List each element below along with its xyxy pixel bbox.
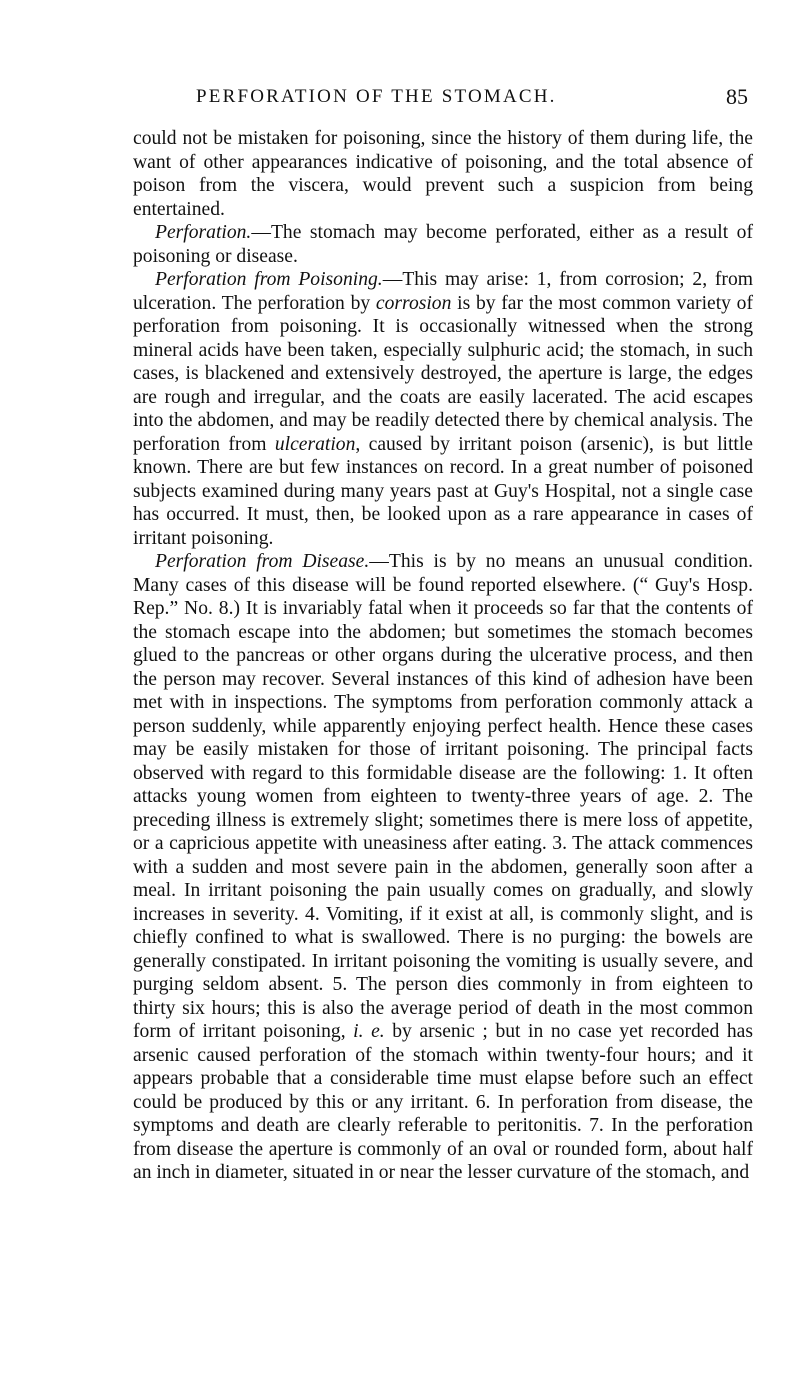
- text-run: could not be mistaken for poisoning, since the history of them during life, the want of other appearances indicative of poisoning, and the total absence of poison from the viscera, would prevent such a suspicion from being entertained.: [133, 128, 753, 220]
- page-number: 85: [726, 84, 748, 109]
- emphasis: i. e.: [353, 1021, 385, 1042]
- page-header: [132, 82, 748, 114]
- paragraph: [133, 268, 753, 550]
- paragraph: [133, 127, 753, 221]
- paragraph: [133, 221, 753, 268]
- text-run: —The stomach may become perforated, either as a result of poisoning or disease.: [133, 222, 753, 267]
- text-run: —This may arise: 1, from corrosion; 2, from ulceration. The perforation by: [133, 269, 753, 314]
- text-run: is by far the most common variety of perforation from poisoning. It is occasionally witnessed when the strong mineral acids have been taken, especially sulphuric acid; the stomach, in such cases, is blackened and extensively destroyed, the aperture is large, the edges are rough and irregular, and the coats are easily lacerated. The acid escapes into the abdomen, and may be readily detected there by chemical analysis. The perforation from: [133, 292, 754, 455]
- emphasis: corrosion: [375, 292, 452, 314]
- text-run: by arsenic ; but in no case yet recorded has arsenic caused perforation of the stomach within twenty-four hours; and it appears probable that a considerable time must elapse before such an effect could be produced by this or any irritant. 6. In perforation from disease, the symptoms and death are clearly referable to peritonitis. 7. In the perforation from disease the aperture is commonly of an oval or rounded form, about half an inch in diameter, situated in or near the lesser curvature of the stomach, and: [133, 1021, 753, 1183]
- paragraph: [133, 550, 753, 1185]
- section-heading: Perforation from Disease.: [155, 551, 370, 572]
- emphasis: ulceration: [274, 433, 356, 455]
- section-heading: Perforation from Poisoning.: [155, 269, 383, 290]
- text-run: , caused by irritant poison (arsenic), is but little known. There are but few instances on record. In a great number of poisoned subjects examined during many years past at Guy's Hospital, not a single case has occurred. It must, then, be looked upon as a rare appearance in cases of irritant poisoning.: [133, 433, 753, 549]
- body-text: [133, 127, 753, 1185]
- running-title: PERFORATION OF THE STOMACH.: [196, 86, 557, 107]
- section-heading: Perforation.: [155, 222, 252, 243]
- text-run: —This is by no means an unusual condition. Many cases of this disease will be found reported elsewhere. (“ Guy's Hosp. Rep.” No. 8.) It is invariably fatal when it proceeds so far that the contents of the stomach escape into the abdomen; but sometimes the stomach becomes glued to the pancreas or other organs during the ulcerative process, and then the person may recover. Several instances of this kind of adhesion have been met with in inspections. The symptoms from perforation commonly attack a person suddenly, while apparently enjoying perfect health. Hence these cases may be easily mistaken for those of irritant poisoning. The principal facts observed with regard to this formidable disease are the following: 1. It often attacks young women from eighteen to twenty-three years of age. 2. The preceding illness is extremely slight; sometimes there is mere loss of appetite, or a capricious appetite with uneasiness after eating. 3. The attack commences with a sudden and most severe pain in the abdomen, generally soon after a meal. In irritant poisoning the pain usually comes on gradually, and slowly increases in severity. 4. Vomiting, if it exist at all, is commonly slight, and is chiefly confined to what is swallowed. There is no purging: the bowels are generally constipated. In irritant poisoning the vomiting is usually severe, and purging seldom absent. 5. The person dies commonly in from eighteen to thirty six hours; this is also the average period of death in the most common form of irritant poisoning,: [133, 551, 753, 1042]
